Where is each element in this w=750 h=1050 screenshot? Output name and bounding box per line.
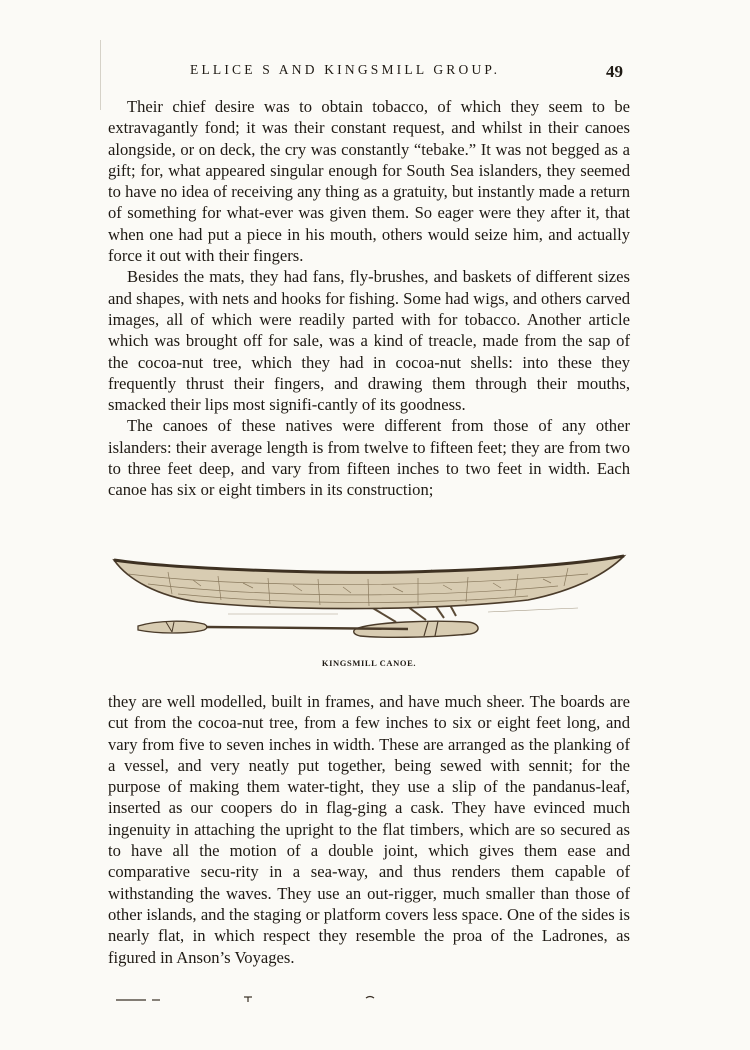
running-head: ELLICE S AND KINGSMILL GROUP. <box>190 62 501 77</box>
figure-caption: KINGSMILL CANOE. <box>321 658 417 668</box>
water-lines <box>228 608 578 614</box>
paragraph: The canoes of these natives were different from those of any other islanders: their average length is from twelve to fifteen feet; they are from two to three feet deep, and vary from fifteen inches to two feet in width. Each canoe has six or eight timbers in its construction; <box>108 416 630 500</box>
page-edge-line <box>100 40 101 110</box>
canoe-figure <box>108 550 630 675</box>
text-block-top <box>108 96 630 501</box>
paragraph: Their chief desire was to obtain tobacco, of which they seem to be extravagantly fond; it was their constant request, and whilst in their canoes alongside, or on deck, the cry was constantly “tebake.” It was not begged as a gift; for, what appeared singular enough for South Sea islanders, they seemed to have no idea of receiving any thing as a gratuity, but instantly made a return of something for what-ever was given them. So eager were they after it, that when one had put a piece in his mouth, others would seize him, and actually force it out with their fingers. <box>108 97 630 266</box>
signature-mark-icon <box>116 994 396 1004</box>
page-number: 49 <box>606 62 623 81</box>
text-block-bottom <box>108 691 630 968</box>
paragraph: they are well modelled, built in frames, and have much sheer. The boards are cut from the cocoa-nut tree, from a few inches to six or eight feet long, and vary from five to seven inches in width. These are arranged as the planking of a vessel, and very neatly put together, being sewed with sennit; for the purpose of making them water-tight, they use a slip of the pandanus-leaf, inserted as our coopers do in flag-ging a cask. They have evinced much ingenuity in attaching the upright to the flat timbers, which are so secured as to have all the motion of a double joint, which gives them ease and comparative secu-rity in a sea-way, and thus renders them capable of withstanding the waves. They use an out-rigger, much smaller than those of other islands, and the staging or platform covers less space. One of the sides is nearly flat, in which respect they resemble the proa of the Ladrones, as figured in Anson’s Voyages. <box>108 692 630 967</box>
paragraph: Besides the mats, they had fans, fly-brushes, and baskets of different sizes and shapes, with nets and hooks for fishing. Some had wigs, and others carved images, all of which were readily parted with for tobacco. Another article which was brought off for sale, was a kind of treacle, made from the sap of the cocoa-nut tree, which they had in cocoa-nut shells: into these they frequently thrust their fingers, and drawing them through their mouths, smacked their lips most signifi-cantly of its goodness. <box>108 267 630 415</box>
canoe-engraving-icon <box>108 550 630 655</box>
